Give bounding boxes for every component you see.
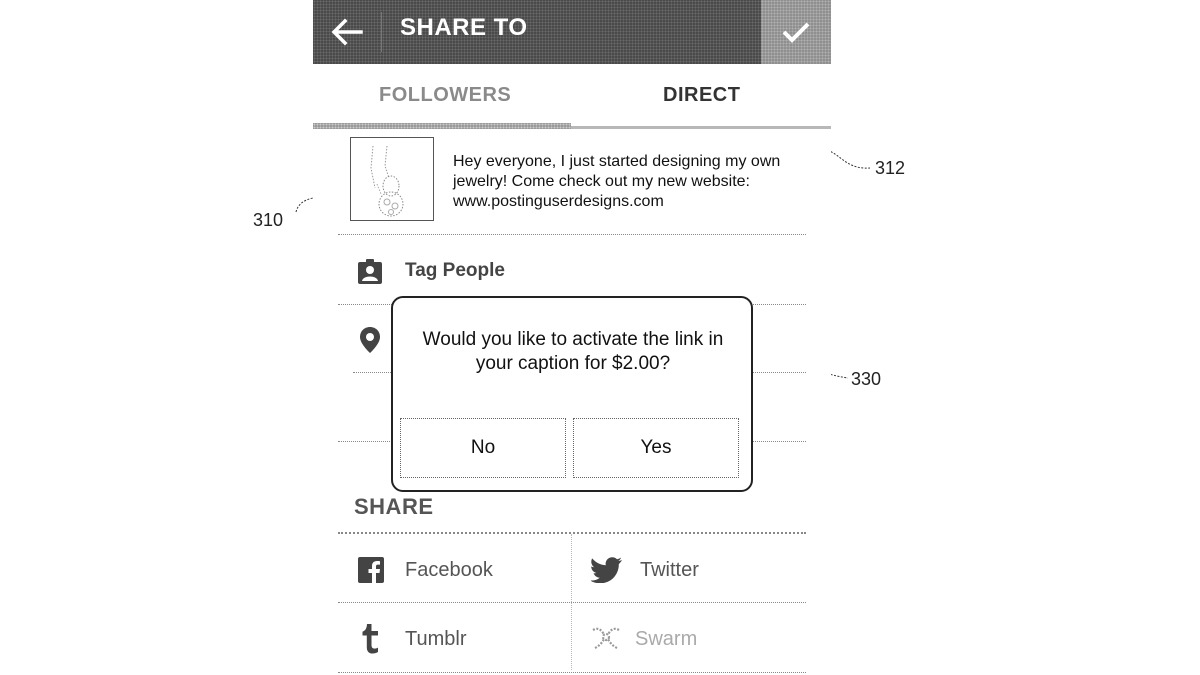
yes-button[interactable]: Yes <box>573 418 739 478</box>
tumblr-icon <box>359 624 381 659</box>
jewelry-image <box>351 138 433 220</box>
share-heading: SHARE <box>354 494 434 519</box>
share-twitter[interactable]: Twitter <box>640 559 699 581</box>
separator <box>338 602 806 603</box>
tab-bar <box>313 64 831 130</box>
tab-direct[interactable]: DIRECT <box>663 84 741 106</box>
back-button[interactable] <box>313 0 381 64</box>
checkmark-icon <box>781 20 811 44</box>
active-tab-indicator <box>313 123 571 129</box>
separator <box>338 532 806 534</box>
paid-link-dialog <box>391 296 753 492</box>
twitter-icon <box>591 557 623 588</box>
separator <box>338 234 806 235</box>
facebook-icon <box>358 557 384 588</box>
tag-people-option[interactable]: Tag People <box>405 260 505 281</box>
share-screen <box>313 0 831 675</box>
share-swarm[interactable]: Swarm <box>635 628 698 650</box>
reference-label-310: 310 <box>253 210 284 230</box>
tag-person-icon <box>356 258 384 291</box>
separator <box>338 441 396 442</box>
share-facebook[interactable]: Facebook <box>405 559 493 581</box>
no-button[interactable]: No <box>400 418 566 478</box>
top-bar-divider <box>381 12 382 52</box>
separator <box>338 672 806 673</box>
arrow-left-icon <box>330 18 364 46</box>
location-pin-icon[interactable] <box>359 326 381 359</box>
separator <box>353 372 395 373</box>
swarm-icon <box>590 624 622 657</box>
share-tumblr[interactable]: Tumblr <box>405 628 467 650</box>
dialog-message: Would you like to activate the link in your caption for $2.00? <box>422 329 724 374</box>
separator <box>753 372 806 373</box>
top-bar <box>313 0 831 64</box>
separator <box>753 441 806 442</box>
tab-baseline <box>571 126 831 129</box>
reference-label-330: 330 <box>851 369 882 389</box>
tab-followers[interactable]: FOLLOWERS <box>379 84 512 106</box>
page-title: SHARE TO <box>400 14 528 41</box>
post-thumbnail <box>350 137 434 221</box>
post-caption[interactable]: Hey everyone, I just started designing my own jewelry! Come check out my new website: www.postinguserdesigns.com <box>453 153 781 210</box>
reference-label-312: 312 <box>875 158 906 178</box>
confirm-button[interactable] <box>761 0 831 64</box>
